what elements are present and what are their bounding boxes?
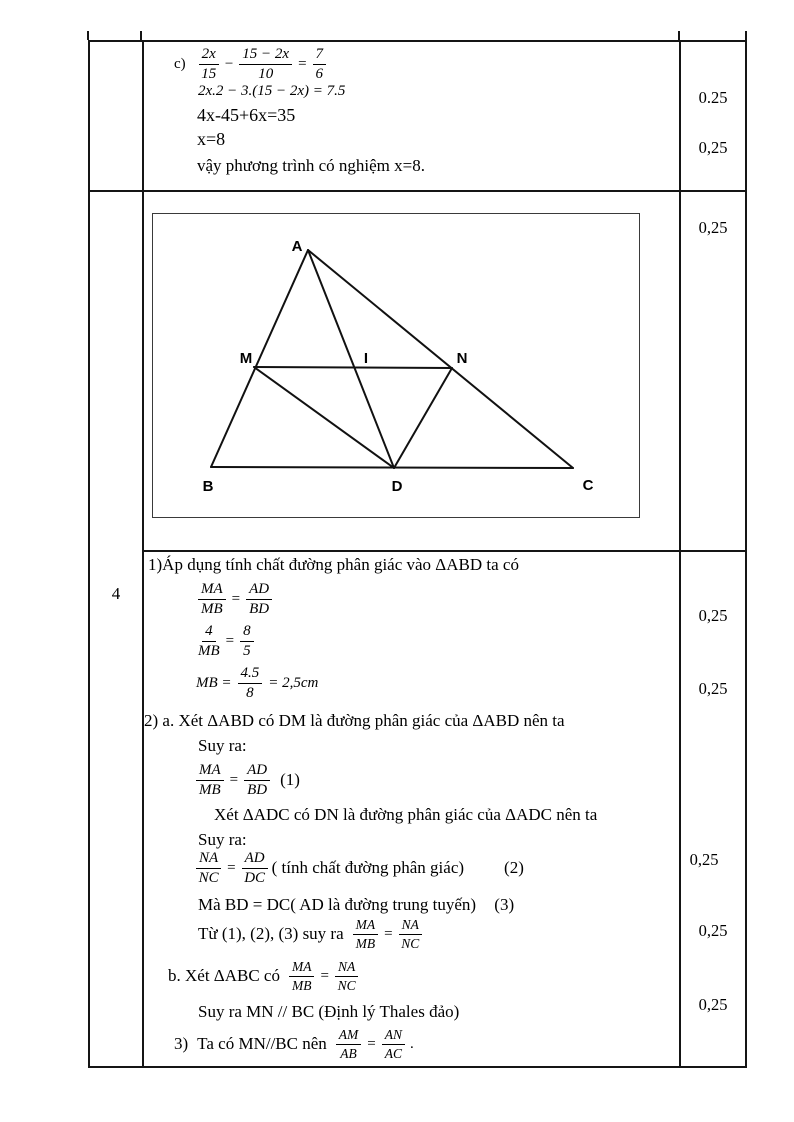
work-line: x=8 (197, 129, 226, 149)
solution-line: 1)Áp dụng tính chất đường phân giác vào ΔABD ta có (148, 555, 519, 574)
equation-l7 (198, 914, 422, 954)
math-text: MB = (196, 674, 232, 691)
equation-ref: (2) (504, 858, 524, 877)
score-value: 0,25 (698, 679, 728, 698)
geometry-figure-frame (152, 213, 640, 518)
line-text: b. Xét ΔABC có (168, 966, 280, 985)
fraction: $\frac{AM}{AB}$ (336, 1027, 362, 1060)
fraction: $\frac{AN}{AC}$ (382, 1027, 405, 1060)
segment-MD (254, 367, 394, 468)
fraction: $\frac{MA}{MB}$ (353, 917, 379, 950)
table-border-stub (745, 31, 747, 40)
vertex-label-I: I (363, 350, 369, 367)
solution-line: Suy ra MN // BC (Định lý Thales đảo) (198, 1002, 460, 1021)
fraction: $\frac{NA}{NC}$ (399, 917, 422, 950)
score-value: 0,25 (698, 921, 728, 940)
line-text: Ta có MN//BC nên (197, 1034, 327, 1053)
fraction: $\frac{MA}{MB}$ (289, 959, 315, 992)
equation-ref: (1) (280, 770, 300, 789)
fraction: $\frac{AD}{BD}$ (244, 762, 270, 799)
equation-f4 (196, 758, 300, 802)
math-text: = 2,5cm (268, 674, 319, 691)
fraction: $\frac{4.5}{8}$ (238, 665, 263, 702)
cell-score-c (681, 42, 745, 190)
equation-f5 (196, 846, 524, 890)
equation-ref: (3) (494, 895, 515, 914)
vertex-label-M: M (239, 350, 253, 367)
score-value: 0.25 (698, 88, 728, 107)
vertex-label-N: N (456, 350, 468, 367)
cell-score-solution (681, 552, 745, 1066)
equation-l10 (174, 1023, 414, 1065)
vertex-label-A: A (291, 238, 303, 255)
equals-sign: = (298, 55, 307, 72)
line-text: Mà BD = DC( AD là đường trung tuyến) (198, 895, 477, 914)
cell-score-figure (681, 192, 745, 550)
fraction: $\frac{7}{6}$ (313, 46, 327, 83)
equals-sign: = (231, 590, 241, 607)
equation-f3 (196, 661, 318, 705)
cell-figure (144, 192, 677, 550)
table-border-stub (87, 31, 89, 40)
item-label: 3) (174, 1034, 189, 1053)
fraction: $\frac{NA}{NC}$ (335, 959, 358, 992)
equals-sign: = (320, 967, 329, 984)
equals-sign: = (384, 925, 393, 942)
minus-sign: − (224, 55, 234, 72)
segment-AB (211, 250, 308, 467)
equation-l8 (168, 956, 358, 996)
score-value: 0,25 (698, 218, 728, 237)
fraction: $\frac{NA}{NC}$ (196, 850, 221, 887)
score-value: 0,25 (698, 606, 728, 625)
work-line: 4x-45+6x=35 (197, 105, 296, 125)
period: . (410, 1035, 414, 1052)
fraction: $\frac{MA}{MB}$ (196, 762, 224, 799)
equation-f1 (198, 577, 272, 621)
fraction: $\frac{4}{MB}$ (198, 622, 220, 659)
segment-MN (254, 367, 452, 368)
line-text: Từ (1), (2), (3) suy ra (198, 924, 344, 943)
cell-question-number (90, 192, 142, 1066)
score-value: 0,25 (698, 138, 728, 157)
cell-work-c (144, 42, 677, 190)
vertex-label-D: D (391, 478, 403, 495)
solution-line: Suy ra: (198, 736, 247, 755)
fraction: $\frac{15 - 2x}{10}$ (239, 46, 292, 83)
fraction: $\frac{2x}{15}$ (199, 46, 219, 83)
equals-sign: = (225, 632, 235, 649)
fraction: $\frac{AD}{DC}$ (242, 850, 268, 887)
work-line: 2x.2 − 3.(15 − 2x) = 7.5 (198, 83, 346, 99)
fraction: $\frac{MA}{MB}$ (198, 581, 226, 618)
answer-key-table (88, 40, 747, 1068)
cell-solution (144, 552, 677, 1066)
equals-sign: = (367, 1035, 376, 1052)
equation-note: ( tính chất đường phân giác) (271, 858, 465, 877)
segment-ND (394, 368, 452, 468)
solution-line: 2) a. Xét ΔABD có DM là đường phân giác của ΔABD nên ta (144, 711, 565, 730)
fraction: $\frac{AD}{BD}$ (246, 581, 272, 618)
fraction: $\frac{8}{5}$ (240, 623, 254, 660)
segment-AD (308, 250, 394, 468)
solution-line: Suy ra: (198, 830, 247, 849)
equation-f2 (198, 619, 254, 663)
table-border-stub (678, 31, 680, 40)
equals-sign: = (227, 859, 236, 876)
equals-sign: = (229, 771, 239, 788)
solution-line: Xét ΔADC có DN là đường phân giác của ΔADC nên ta (214, 805, 598, 824)
vertex-label-C: C (582, 477, 594, 494)
conclusion-line: vậy phương trình có nghiệm x=8. (197, 156, 425, 175)
table-border-stub (140, 31, 142, 40)
score-value: 0,25 (698, 995, 728, 1014)
question-number: 4 (111, 584, 121, 603)
vertex-label-B: B (202, 478, 214, 495)
triangle-diagram (153, 214, 639, 517)
score-value: 0,25 (689, 850, 719, 869)
part-label: c) (174, 55, 186, 72)
